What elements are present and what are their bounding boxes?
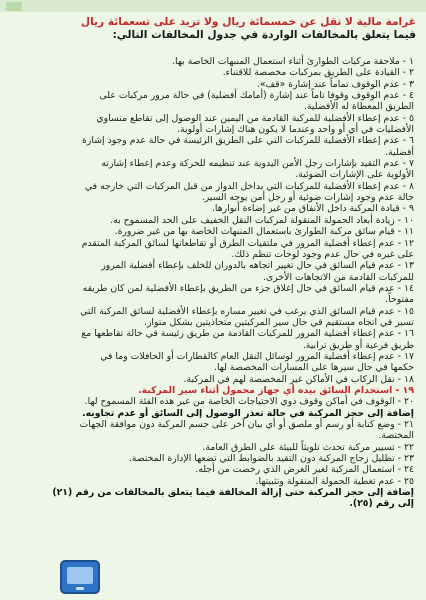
- list-line: ١٨ - نقل الركاب في الأماكن غير المخصصة لهم في المركبة.: [183, 373, 414, 385]
- list-line: ٢٠ - الوقوف في أماكن وقوف ذوي الاحتياجات الخاصة من غير هذه الفئة المسموح لها.: [84, 396, 414, 408]
- list-line: الطريق المعطاة له الأفضلية.: [303, 101, 414, 113]
- list-line: ١٧ - عدم إعطاء أفضلية المرور لوسائل النقل العام كالقطارات أو الحافلات وما في: [100, 350, 414, 362]
- list-line: ١١ - قيام سائق مركبة الطوارئ باستعمال المنبهات الخاصة بها من غير ضرورة.: [114, 226, 414, 238]
- list-line-note: إضافة إلى حجز المركبة في حالة تعذر الوصول إلى السائق أو عدم تجاوبه.: [82, 407, 414, 419]
- list-line: أفضلية.: [385, 146, 414, 158]
- header-rest: فيما يتعلق بالمخالفات الواردة في جدول المخالفات التالي:: [112, 29, 416, 41]
- list-line: ٢٢ - تسيير مركبة تحدث تلويثاً للبيئة على الطرق العامة.: [202, 441, 414, 453]
- phone-screen: [67, 567, 93, 584]
- list-line: ٦ - عدم إعطاء الأفضلية للمركبات التي على الطريق الرئيسة في حالة عدم وجود إشارة: [82, 135, 414, 147]
- list-line: تسير في اتجاه مستقيم في حال سير المركبتين متحاذيتين بشكل متواز.: [143, 316, 414, 328]
- violations-list: [10, 56, 414, 510]
- list-line-note: إضافة إلى حجز المركبة حتى إزالة المخالفة فيما يتعلق بالمخالفات من رقم (٢١): [52, 487, 414, 499]
- list-line: ٢ - القيادة على الطريق بمركبات مخصصة للاقتناء.: [222, 67, 414, 79]
- phone-icon: [60, 560, 100, 594]
- top-strip: [0, 0, 426, 12]
- list-line: ١٥ - عدم قيام السائق الذي يرغب في تغيير مساره بإعطاء الأفضلية لسائق المركبة التي: [80, 305, 414, 317]
- list-line: على غيره في حال عدم وجود لوحات تنظم ذلك.: [231, 248, 414, 260]
- list-line: ١٤ - عدم قيام السائق في حال إغلاق جزء من الطريق بإعطاء الأفضلية لمن كان طريقه: [82, 282, 414, 294]
- list-line: طريق فرعية أو طريق ترابية.: [302, 339, 414, 351]
- list-line: حالة عدم وجود إشارات ضوئية أو رجل أمن يوجه السير.: [201, 192, 414, 204]
- list-line-highlight: ١٩ - استخدام السائق بيده أي جهاز محمول أثناء سير المركبة.: [138, 384, 414, 396]
- list-line: ٢٤ - استعمال المركبة لغير الغرض الذي رخصت من أجله.: [195, 464, 414, 476]
- list-line: ٥ - عدم إعطاء الأفضلية للمركبة القادمة من اليمين عند الوصول إلى تقاطع متساوي: [96, 112, 414, 124]
- list-line: ١٦ - عدم إعطاء أفضلية المرور للمركبات القادمة من طريق رئيسة في حالة تقاطعها مع: [81, 328, 414, 340]
- list-line: ١٠ - زيادة أبعاد الحمولة المنقولة لمركبات النقل الخفيف على الحد المسموح به.: [110, 214, 414, 226]
- list-line: ٤ - عدم الوقوف وقوفا تاماً عند إشارة (أمامك أفضلية) في حالة مرور مركبات على: [99, 90, 414, 102]
- phone-button: [76, 587, 84, 590]
- list-line: ٨ - عدم إعطاء الأفضلية للمركبات التي بداخل الدوار من قبل المركبات التي خارجه في: [84, 180, 414, 192]
- list-line: مفتوحاً.: [385, 294, 414, 306]
- list-line: ٢١ - وضع كتابة أو رسم أو ملصق أو أي بيان آخر على جسم المركبة دون موافقة الجهات: [79, 419, 414, 430]
- corner-mark: [6, 2, 22, 11]
- list-line: ١٣ - عدم قيام السائق في حال تغيير اتجاهه بالدوران للخلف بإعطاء أفضلية المرور: [101, 260, 414, 272]
- list-line: للمركبات القادمة من الاتجاهات الأخرى.: [263, 271, 414, 283]
- list-line: ٢٣ - تظليل زجاج المركبة دون التقيد بالضوابط التي تضعها الإدارة المختصة.: [128, 453, 414, 465]
- header: [10, 16, 416, 42]
- list-line: ٧ - عدم التقيد بإشارات رجل الأمن اليدوية عند تنظيمه للحركة وعدم إعطاء إشارته: [101, 158, 414, 170]
- list-line: ١٢ - عدم إعطاء أفضلية المرور في ملتقيات الطرق أو تقاطعاتها لسائق المركبة المتقدم: [81, 237, 414, 249]
- list-line: الأفضليات في أي أو واحد وعندما لا يكون هناك إشارات أولوية.: [177, 124, 414, 136]
- list-line: ٣ - عدم الوقوف تماماً عند إشارة «قف».: [256, 78, 414, 90]
- list-line-note: إلى رقم (٢٥).: [349, 498, 414, 510]
- list-line: الأولوية على الإشارات الضوئية.: [295, 169, 414, 181]
- list-line: المختصة.: [378, 430, 414, 442]
- list-line: ٩ - قيادة المركبة داخل الأنفاق من غير إضاءة أنوارها.: [211, 203, 414, 215]
- list-line: ١ - ملاحقة مركبات الطوارئ أثناء استعمال المنبهات الخاصة بها.: [172, 56, 414, 67]
- list-line: ٢٥ - عدم تغطية الحمولة المنقولة وتثبيتها.: [255, 475, 414, 487]
- list-line: حكمها في حال سيرها على المسارات المخصصة لها.: [214, 362, 414, 374]
- header-accent: غرامة مالية لا تقل عن خمسمائة ريال ولا تزيد على تسعمائة ريال: [80, 16, 416, 28]
